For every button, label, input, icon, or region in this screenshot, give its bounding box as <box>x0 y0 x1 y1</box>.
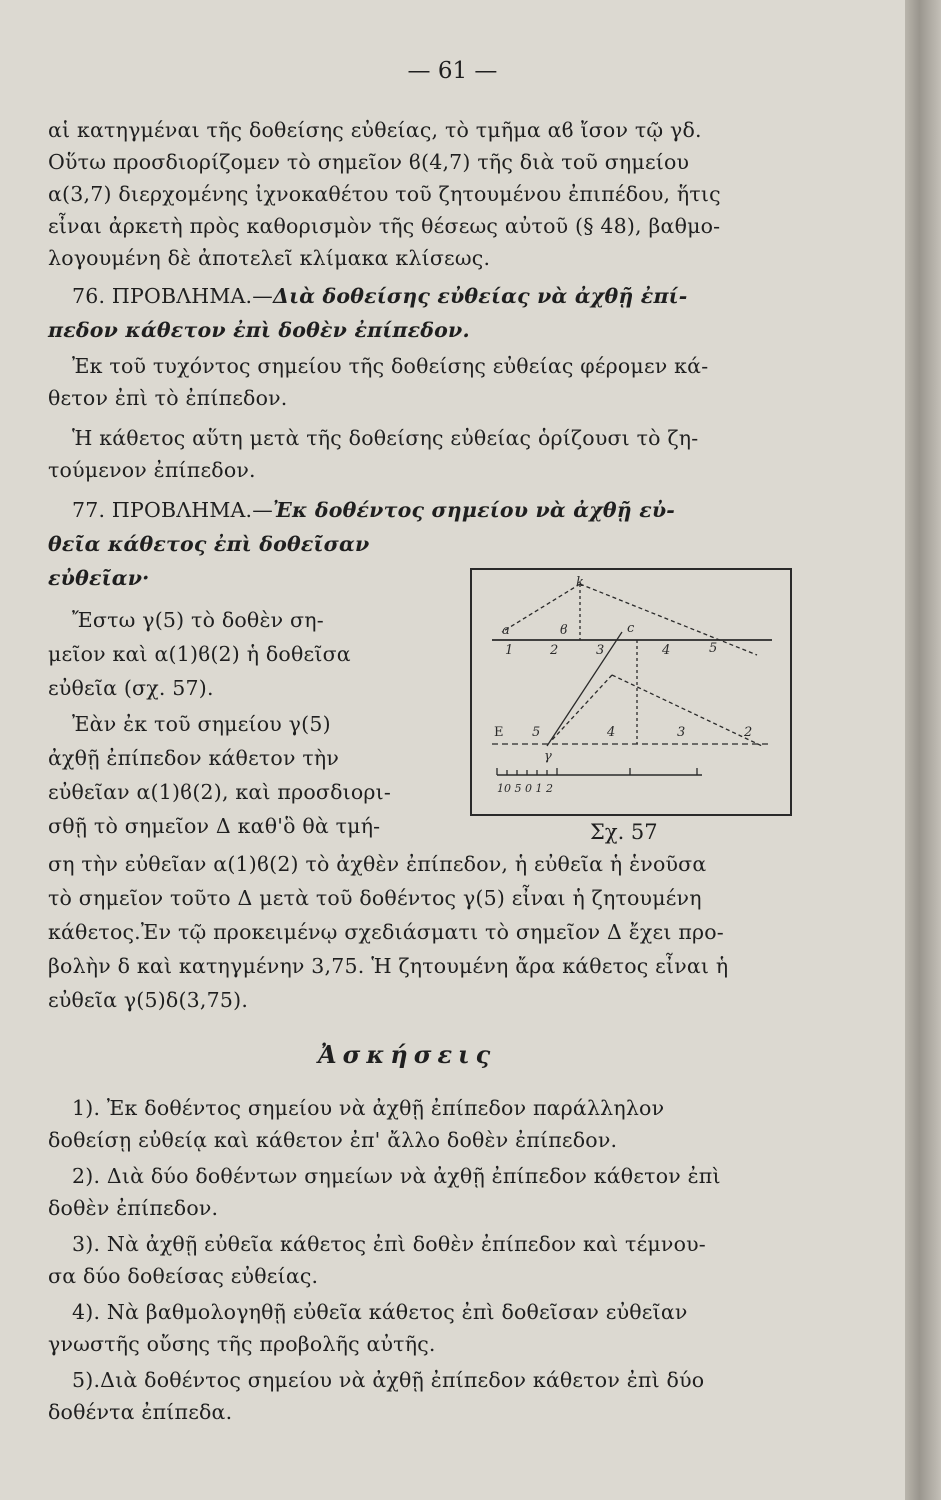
text-line: ση τὴν εὐθεῖαν α(1)ϐ(2) τὸ ἀχθὲν ἐπίπεδον, ἡ εὐθεῖα ἡ ἑνοῦσα <box>48 852 707 876</box>
exercise-line: σα δύο δοθείσας εὐθείας. <box>48 1264 319 1288</box>
text-line: Οὕτω προσδιορίζομεν τὸ σημεῖον ϐ(4,7) τῆς διὰ τοῦ σημείου <box>48 150 690 174</box>
text-line: τὸ σημεῖον τοῦτο Δ μετὰ τοῦ δοθέντος γ(5) εἶναι ἡ ζητουμένη <box>48 886 702 910</box>
problem-76-title <box>72 284 688 308</box>
problem-title: Ἐκ δοθέντος σημείου νὰ ἀχθῇ εὐ- <box>272 498 676 522</box>
text-line: εὐθεῖα (σχ. 57). <box>48 676 214 700</box>
dashed-line <box>552 675 612 740</box>
label-3-lower: 3 <box>677 725 686 740</box>
page-number: — 61 — <box>407 58 498 84</box>
dashed-line <box>612 675 762 746</box>
text-line: σθῇ τὸ σημεῖον Δ καθ'ὃ θὰ τμή- <box>48 814 381 838</box>
exercise-line: 3). Νὰ ἀχθῇ εὐθεῖα κάθετος ἐπὶ δοθὲν ἐπίπεδον καὶ τέμνου- <box>72 1232 706 1256</box>
label-a: a <box>502 623 510 638</box>
text-line: κάθετος.Ἐν τῷ προκειμένῳ σχεδιάσματι τὸ σημεῖον Δ ἔχει προ- <box>48 920 724 944</box>
geometry-diagram <box>472 570 790 814</box>
exercise-line: δοθείσῃ εὐθείᾳ καὶ κάθετον ἐπ' ἄλλο δοθὲν ἐπίπεδον. <box>48 1128 618 1152</box>
text-line: ἀχθῇ ἐπίπεδον κάθετον τὴν <box>48 746 340 770</box>
label-2-lower: 2 <box>744 725 753 740</box>
exercise-line: 5).Διὰ δοθέντος σημείου νὰ ἀχθῇ ἐπίπεδον κάθετον ἐπὶ δύο <box>72 1368 705 1392</box>
text-line: Ἐκ τοῦ τυχόντος σημείου τῆς δοθείσης εὐθείας φέρομεν κά- <box>72 354 709 378</box>
label-1: 1 <box>505 643 514 658</box>
label-2: 2 <box>550 643 559 658</box>
text-line: εἶναι ἀρκετὴ πρὸς καθορισμὸν τῆς θέσεως αὐτοῦ (§ 48), βαθμο- <box>48 214 721 238</box>
text-line: αἱ κατηγμέναι τῆς δοθείσης εὐθείας, τὸ τμῆμα αϐ ἴσον τῷ γδ. <box>48 118 702 142</box>
figure-57 <box>470 568 792 816</box>
figure-caption: Σχ. 57 <box>590 820 658 844</box>
text-line: θετον ἐπὶ τὸ ἐπίπεδον. <box>48 386 288 410</box>
exercise-line: 4). Νὰ βαθμολογηθῇ εὐθεῖα κάθετος ἐπὶ δοθεῖσαν εὐθεῖαν <box>72 1300 688 1324</box>
problem-title: Διὰ δοθείσης εὐθείας νὰ ἀχθῇ ἐπί- <box>272 284 688 308</box>
label-g: γ <box>544 749 552 764</box>
page-edge <box>905 0 941 1500</box>
text-line: βολὴν δ καὶ κατηγμένην 3,75. Ἡ ζητουμένη ἄρα κάθετος εἶναι ἡ <box>48 954 729 978</box>
problem-heading: 76. ΠΡΟΒΛΗΜΑ.— <box>72 284 273 308</box>
text-line: Ἔστω γ(5) τὸ δοθὲν ση- <box>72 608 324 632</box>
problem-heading: 77. ΠΡΟΒΛΗΜΑ.— <box>72 498 273 522</box>
exercise-line: 1). Ἐκ δοθέντος σημείου νὰ ἀχθῇ ἐπίπεδον παράλληλον <box>72 1096 665 1120</box>
problem-77-title <box>72 498 675 522</box>
text-line: μεῖον καὶ α(1)ϐ(2) ἡ δοθεῖσα <box>48 642 351 666</box>
label-E: E <box>494 725 504 740</box>
label-3: 3 <box>596 643 605 658</box>
problem-title: πεδον κάθετον ἐπὶ δοθὲν ἐπίπεδον. <box>48 318 470 342</box>
exercise-line: δοθέντα ἐπίπεδα. <box>48 1400 233 1424</box>
text-line: Ἡ κάθετος αὕτη μετὰ τῆς δοθείσης εὐθείας ὁρίζουσι τὸ ζη- <box>72 426 699 450</box>
text-line: α(3,7) διερχομένης ἰχνοκαθέτου τοῦ ζητουμένου ἐπιπέδου, ἥτις <box>48 182 721 206</box>
label-c: c <box>627 621 635 636</box>
text-line: εὐθεῖαν α(1)ϐ(2), καὶ προσδιορι- <box>48 780 392 804</box>
dashed-line <box>502 584 580 632</box>
text-line: τούμενον ἐπίπεδον. <box>48 458 256 482</box>
problem-title: θεῖα κάθετος ἐπὶ δοθεῖσαν <box>48 532 370 556</box>
exercise-line: δοθὲν ἐπίπεδον. <box>48 1196 219 1220</box>
text-line: εὐθεῖα γ(5)δ(3,75). <box>48 988 249 1012</box>
problem-title: εὐθεῖαν· <box>48 566 150 590</box>
text-line: λογουμένη δὲ ἀποτελεῖ κλίμακα κλίσεως. <box>48 246 491 270</box>
label-k: k <box>576 575 584 590</box>
scale-labels: 10 5 0 1 2 <box>497 782 553 795</box>
exercise-line: 2). Διὰ δύο δοθέντων σημείων νὰ ἀχθῇ ἐπίπεδον κάθετον ἐπὶ <box>72 1164 721 1188</box>
label-4: 4 <box>662 643 671 658</box>
label-5: 5 <box>709 641 718 656</box>
exercises-title: Ἀσκήσεις <box>318 1040 497 1069</box>
label-b: ϐ <box>560 623 568 638</box>
label-4-lower: 4 <box>607 725 616 740</box>
exercise-line: γνωστῆς οὔσης τῆς προβολῆς αὐτῆς. <box>48 1332 436 1356</box>
label-5-lower: 5 <box>532 725 541 740</box>
text-line: Ἐὰν ἐκ τοῦ σημείου γ(5) <box>72 712 331 736</box>
